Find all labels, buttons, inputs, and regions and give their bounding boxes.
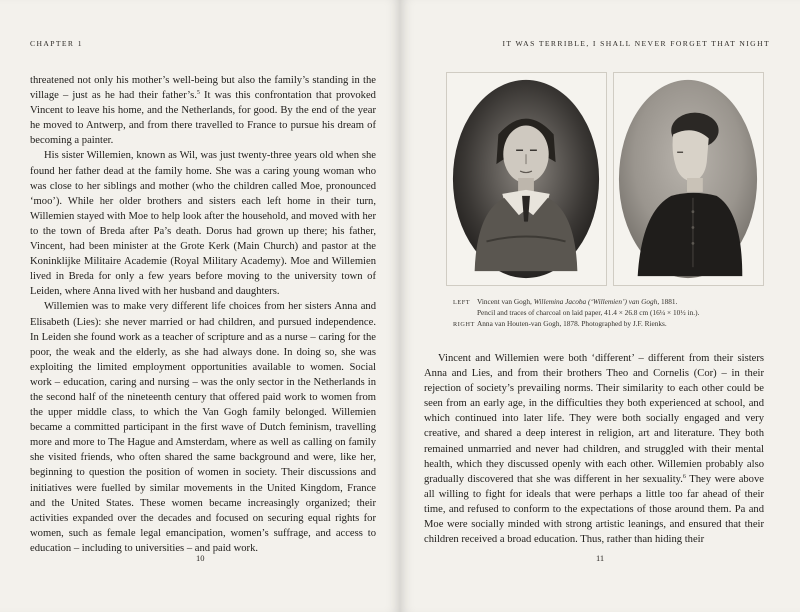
paragraph: threatened not only his mother’s well-being but also the family’s standing in the village – just as he had their father’s.$^5$ It was this confrontation that provoked Vincent to leave his home, and the Netherlands, for good. By the end of the year he moved to Antwerp, and from there travelled to France to pursue his dream of becoming a painter. <box>30 75 376 147</box>
running-head-right: IT WAS TERRIBLE, I SHALL NEVER FORGET THAT NIGHT <box>502 39 770 48</box>
caption-tag-right: RIGHT <box>453 320 475 328</box>
running-head-left: CHAPTER 1 <box>30 39 83 48</box>
caption-tag-left: LEFT <box>453 299 471 306</box>
paragraph: Vincent and Willemien were both ‘different’ – different from their sisters Anna and Lies, and from their brothers Theo and Cornelis (Cor) – in their rejection of society’s prevailing norms. Their similarity to each other could be seen from an early age, in the difficulties they both experienced at school, and which continued into later life. They were both socially engaged and very creative, and shared a deep interest in religion, art and literature. They both remained unmarried and never had children, and struggled with their mental health, which they discussed openly with each other. Willemien probably also gradually discovered that she was different in her sexuality.$^6$ They were above all willing to fight for ideals that were perhaps a little too far ahead of their time, and refused to conform to the expectations of those around them. Pa and Moe were socially minded with strong artistic leanings, and ensured that their children received a broad education. Thus, rather than hiding their <box>424 353 764 546</box>
portrait-photo-anna <box>613 72 764 286</box>
left-body-text <box>30 73 376 556</box>
page-number-right: 11 <box>596 553 605 563</box>
paragraph: His sister Willemien, known as Wil, was just twenty-three years old when she found her father dead at the family home. She was a caring young woman who was close to her siblings and mother (who the children called Moe, pronounced ‘moo’). While her older brothers and sisters each left home in their turn, Willemien stayed with Moe to help look after the household, and moved with her to the town of Breda after Pa’s death. Dorus had grown up there; his father, Vincent, had been minister at the Grote Kerk (Main Church) and pastor at the Koninklijke Militaire Academie (Royal Military Academy). Moe and Willemien lived in Breda for only a few years before moving to the university town of Leiden, where Anna lived with her husband and daughters. <box>30 150 376 298</box>
caption-left-medium: Pencil and traces of charcoal on laid paper, 41.4 × 26.8 cm (16¼ × 10½ in.). <box>477 308 700 318</box>
paragraph: Willemien was to make very different life choices from her sisters Anna and Elisabeth (Lies): she never married or had children, and pursued independence. In Leiden she found work as a teacher of scripture and as a nurse – caring for the poor, the weak and the elderly, as she had always done. In doing so, she was exploiting the limited employment opportunities available to women. Social work – education, caring and nursing – was the only sector in the Netherlands in the second half of the nineteenth century that offered paid work to women from the upper middle class, to which the Van Gogh family belonged. Willemien became a committed participant in the first wave of Dutch feminism, travelling more and more to The Hague and Amsterdam, where as well as calling on family she visited friends, who often shared the same background and were, like her, beginning to question the position of women in society. Their discussions and initiatives were fuelled by similar movements in the United Kingdom, France and the United States. These women became increasingly organized; their activities expanded over the decades and focused on securing equal rights for women, such as female legal emancipation, women’s suffrage, and access to education – including to universities – and paid work. <box>30 301 376 554</box>
caption-right-line: Anna van Houten-van Gogh, 1878. Photographed by J.F. Rienks. <box>477 318 667 328</box>
figure-caption <box>453 297 773 330</box>
portrait-drawing-willemien <box>446 72 607 286</box>
footnote-ref: 5 <box>196 90 200 97</box>
footnote-ref: 6 <box>682 473 686 480</box>
caption-left-line: Vincent van Gogh, Willemina Jacoba (‘Willemien’) van Gogh, 1881. <box>477 297 678 306</box>
right-page <box>400 0 800 612</box>
right-body-text <box>424 351 764 547</box>
page-number-left: 10 <box>196 553 205 563</box>
